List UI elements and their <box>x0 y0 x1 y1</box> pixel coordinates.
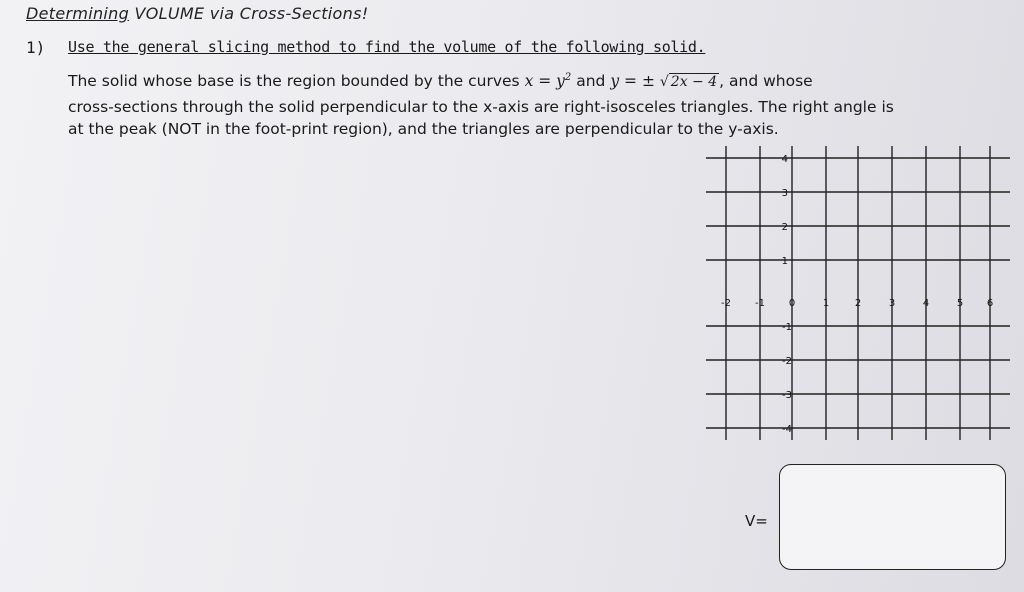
heading-part1: Determining <box>26 4 130 23</box>
heading-part2: VOLUME via Cross-Sections! <box>134 4 369 23</box>
question-number: 1) <box>26 38 46 57</box>
x-tick-label: 6 <box>986 298 994 309</box>
volume-label: V= <box>745 512 768 530</box>
y-tick-label: 1 <box>781 256 788 267</box>
y-tick-label: 4 <box>781 154 788 165</box>
x-tick-label: 4 <box>922 298 930 309</box>
y-tick-label: -4 <box>782 424 792 435</box>
y-tick-label: -1 <box>782 322 792 333</box>
x-tick-label: 2 <box>854 298 862 309</box>
question-instruction: Use the general slicing method to find the volume of the following solid. <box>68 38 706 56</box>
x-tick-label: -2 <box>721 298 731 309</box>
y-tick-label: -3 <box>782 390 792 401</box>
grid-labels <box>721 154 993 435</box>
line1-post: , and whose <box>719 72 813 91</box>
x-tick-label: 3 <box>888 298 896 309</box>
curve-2: y = ± √ 2x − 4 <box>610 72 718 91</box>
y-tick-label: 2 <box>781 222 788 233</box>
y-tick-label: -2 <box>782 356 792 367</box>
problem-line-3: at the peak (NOT in the foot-print region), and the triangles are perpendicular to the y-axis. <box>68 120 779 138</box>
x-tick-label: 1 <box>822 298 830 309</box>
line1-and: and <box>576 72 606 91</box>
x-tick-label: 0 <box>788 298 796 309</box>
x-tick-label: -1 <box>755 298 765 309</box>
line1-pre: The solid whose base is the region bounded by the curves <box>68 72 520 91</box>
grid-lines <box>706 146 1010 440</box>
x-tick-label: 5 <box>956 298 964 309</box>
curve-1: $x = y^2$ <box>524 72 572 91</box>
y-tick-label: 3 <box>781 188 788 199</box>
problem-line-2: cross-sections through the solid perpendicular to the x-axis are right-isosceles triangles. The right angle is <box>68 98 894 116</box>
answer-box[interactable] <box>779 464 1006 570</box>
